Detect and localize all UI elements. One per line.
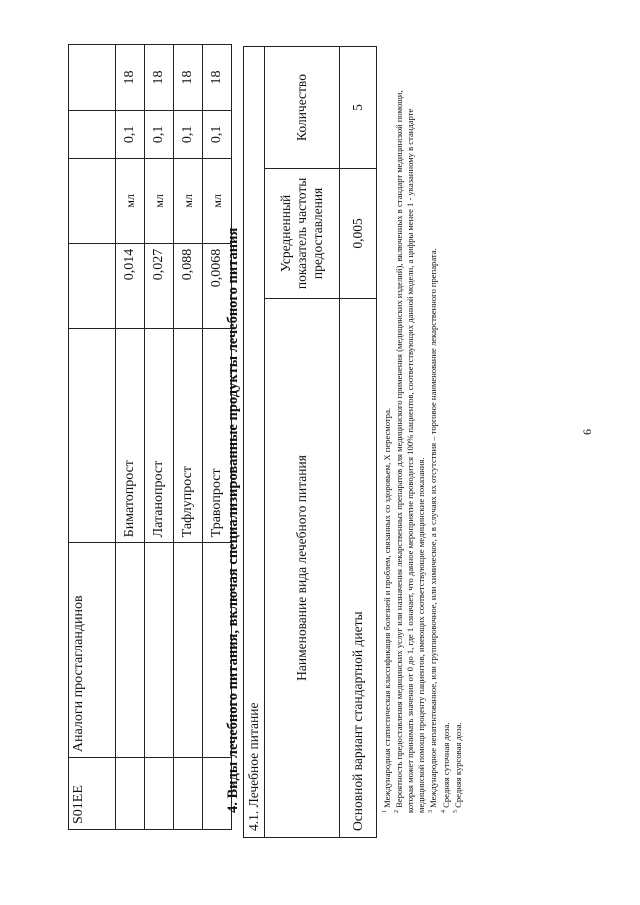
page-number: 6 — [580, 429, 594, 435]
diet-table — [243, 46, 377, 838]
footnote: $^1$ Международная статистическая классификация болезней и проблем, связанных со здоровьем, X пересмотра. — [381, 407, 392, 813]
footnote: $^5$ Средняя курсовая доза. — [452, 722, 463, 813]
subsection-title: 4.1. Лечебное питание — [244, 47, 265, 838]
diet-quantity-cell: 5 — [340, 47, 377, 169]
table-row — [145, 45, 174, 830]
drug-name-cell: Тафлупрост — [174, 328, 203, 543]
table-row — [116, 45, 145, 830]
footnote: $^3$ Международное непатентованное, или группировочное, или химическое, а в случаях их отсутствия – торговое наименование лекарственного препарата. — [427, 248, 438, 813]
column-header: Усредненный показатель частоты предоставления — [265, 168, 340, 298]
drug-count-cell: 18 — [116, 45, 145, 111]
drug-count-cell: 18 — [145, 45, 174, 111]
drug-freq-cell: 0,1 — [174, 110, 203, 158]
drug-unit-cell: мл — [116, 158, 145, 243]
table-row — [340, 47, 377, 838]
diet-name-cell: Основной вариант стандартной диеты — [340, 298, 377, 837]
drug-value-cell: 0,0068 — [203, 243, 232, 328]
drug-freq-cell: 0,1 — [145, 110, 174, 158]
column-header: Количество — [265, 47, 340, 169]
drug-freq-cell: 0,1 — [203, 110, 232, 158]
diet-freq-cell: 0,005 — [340, 168, 377, 298]
drug-table — [68, 44, 232, 830]
drug-count-cell: 18 — [174, 45, 203, 111]
drug-name-cell: Латанопрост — [145, 328, 174, 543]
drug-value-cell: 0,014 — [116, 243, 145, 328]
subsection-row — [244, 47, 265, 838]
drug-count-cell: 18 — [203, 45, 232, 111]
drug-value-cell: 0,027 — [145, 243, 174, 328]
drug-group-cell: Аналоги простагландинов — [69, 543, 116, 758]
table-row — [174, 45, 203, 830]
footnotes — [380, 73, 463, 813]
drug-unit-cell: мл — [203, 158, 232, 243]
drug-table-header-row — [69, 45, 116, 830]
diet-table-header-row — [265, 47, 340, 838]
drug-unit-cell: мл — [145, 158, 174, 243]
drug-name-cell: Биматопрост — [116, 328, 145, 543]
drug-name-cell: Травопрост — [203, 328, 232, 543]
atc-code-cell: S01EE — [69, 758, 116, 830]
section-title: 4. Виды лечебного питания, включая специализированные продукты лечебного питания — [225, 227, 241, 813]
column-header: Наименование вида лечебного питания — [265, 298, 340, 837]
drug-unit-cell: мл — [174, 158, 203, 243]
footnote: $^4$ Средняя суточная доза. — [440, 722, 451, 813]
drug-value-cell: 0,088 — [174, 243, 203, 328]
drug-freq-cell: 0,1 — [116, 110, 145, 158]
footnote: $^2$ Вероятность предоставления медицинских услуг или назначения лекарственных препаратов для медицинского применения (медицинских изделий), включенных в стандарт медицинской помощи, которая может принимать значения от 0 до 1, где 1 означает, что данное мероприятие проводится 100% пациентов, соответствующих данной модели, а цифры менее 1 - указанному в стандарте медицинской помощи проценту пациентов, имеющих соответствующие медицинские показания. — [394, 90, 426, 813]
